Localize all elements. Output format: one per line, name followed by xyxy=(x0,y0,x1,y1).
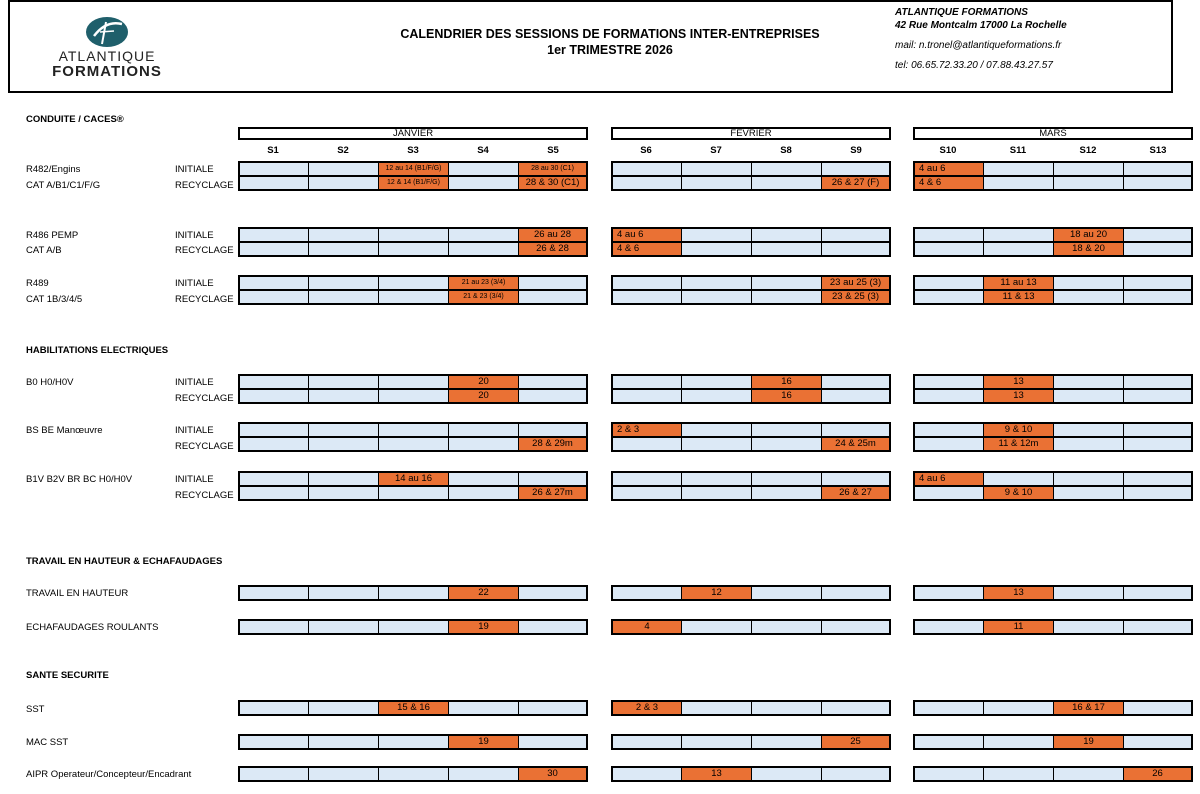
company-tel: tel: 06.65.72.33.20 / 07.88.43.27.57 xyxy=(895,60,1053,71)
label-r482-cat: CAT A/B1/C1/F/G xyxy=(26,180,101,191)
session-cell-r489_ini-s8 xyxy=(751,275,821,291)
session-cell-bsbe_ini-s8 xyxy=(751,422,821,438)
session-cell-macsst-s1 xyxy=(238,734,308,750)
session-cell-echaf-s10 xyxy=(913,619,983,635)
logo-text-top: ATLANTIQUE xyxy=(58,48,156,64)
type-r489-rec: RECYCLAGE xyxy=(175,294,234,305)
session-cell-aipr-s6 xyxy=(611,766,681,782)
session-cell-r486_rec-s9 xyxy=(821,242,891,257)
session-cell-echaf-s1 xyxy=(238,619,308,635)
session-cell-bsbe_ini-s5 xyxy=(518,422,588,438)
session-cell-r482_ini-s4 xyxy=(448,161,518,177)
session-cell-b0_ini-s3 xyxy=(378,374,448,390)
session-cell-b0_rec-s8: 16 xyxy=(751,389,821,404)
type-r486-rec: RECYCLAGE xyxy=(175,245,234,256)
session-cell-b1v_rec-s9: 26 & 27 xyxy=(821,486,891,501)
session-cell-b1v_ini-s12 xyxy=(1053,471,1123,487)
session-cell-th-s8 xyxy=(751,585,821,601)
session-cell-b0_rec-s6 xyxy=(611,389,681,404)
session-cell-r482_rec-s5: 28 & 30 (C1) xyxy=(518,176,588,191)
session-cell-macsst-s8 xyxy=(751,734,821,750)
session-cell-r482_rec-s2 xyxy=(308,176,378,191)
session-cell-b1v_ini-s7 xyxy=(681,471,751,487)
title-line-2: 1er TRIMESTRE 2026 xyxy=(547,43,673,57)
session-cell-r489_rec-s1 xyxy=(238,290,308,305)
session-cell-b1v_rec-s3 xyxy=(378,486,448,501)
session-cell-r489_rec-s12 xyxy=(1053,290,1123,305)
session-cell-aipr-s12 xyxy=(1053,766,1123,782)
session-cell-r486_ini-s3 xyxy=(378,227,448,243)
session-cell-bsbe_rec-s9: 24 & 25m xyxy=(821,437,891,452)
session-cell-bsbe_ini-s2 xyxy=(308,422,378,438)
logo-mark-icon xyxy=(84,16,130,48)
company-mail: mail: n.tronel@atlantiqueformations.fr xyxy=(895,40,1062,51)
session-cell-b1v_rec-s2 xyxy=(308,486,378,501)
session-cell-r489_rec-s5 xyxy=(518,290,588,305)
session-cell-r489_rec-s8 xyxy=(751,290,821,305)
session-cell-r482_rec-s6 xyxy=(611,176,681,191)
session-cell-r482_rec-s4 xyxy=(448,176,518,191)
session-cell-aipr-s4 xyxy=(448,766,518,782)
session-cell-b0_rec-s2 xyxy=(308,389,378,404)
session-cell-bsbe_ini-s12 xyxy=(1053,422,1123,438)
session-cell-bsbe_ini-s1 xyxy=(238,422,308,438)
session-cell-r486_rec-s13 xyxy=(1123,242,1193,257)
session-cell-r482_rec-s10: 4 & 6 xyxy=(913,176,983,191)
session-cell-th-s7: 12 xyxy=(681,585,751,601)
session-cell-aipr-s1 xyxy=(238,766,308,782)
week-header-s2: S2 xyxy=(337,145,349,156)
session-cell-macsst-s11 xyxy=(983,734,1053,750)
session-cell-r482_ini-s10: 4 au 6 xyxy=(913,161,983,177)
session-cell-bsbe_rec-s8 xyxy=(751,437,821,452)
session-cell-th-s9 xyxy=(821,585,891,601)
session-cell-b0_rec-s1 xyxy=(238,389,308,404)
session-cell-echaf-s5 xyxy=(518,619,588,635)
type-r489-ini: INITIALE xyxy=(175,278,214,289)
label-b1v: B1V B2V BR BC H0/H0V xyxy=(26,474,133,485)
session-cell-b0_ini-s8: 16 xyxy=(751,374,821,390)
session-cell-r489_rec-s13 xyxy=(1123,290,1193,305)
page-title xyxy=(310,26,910,58)
session-cell-b0_rec-s10 xyxy=(913,389,983,404)
label-r486-cat: CAT A/B xyxy=(26,245,62,256)
session-cell-bsbe_ini-s7 xyxy=(681,422,751,438)
week-header-s12: S12 xyxy=(1079,145,1097,156)
session-cell-bsbe_ini-s11: 9 & 10 xyxy=(983,422,1053,438)
session-cell-b0_ini-s6 xyxy=(611,374,681,390)
session-cell-b0_ini-s7 xyxy=(681,374,751,390)
session-cell-r482_rec-s9: 26 & 27 (F) xyxy=(821,176,891,191)
title-line-1: CALENDRIER DES SESSIONS DE FORMATIONS INTER-ENTREPRISES xyxy=(400,27,820,41)
session-cell-macsst-s6 xyxy=(611,734,681,750)
session-cell-b1v_rec-s12 xyxy=(1053,486,1123,501)
session-cell-r486_rec-s12: 18 & 20 xyxy=(1053,242,1123,257)
session-cell-sst-s11 xyxy=(983,700,1053,716)
session-cell-r486_rec-s5: 26 & 28 xyxy=(518,242,588,257)
session-cell-r486_rec-s11 xyxy=(983,242,1053,257)
session-cell-bsbe_ini-s9 xyxy=(821,422,891,438)
session-cell-r489_rec-s7 xyxy=(681,290,751,305)
session-cell-r489_ini-s10 xyxy=(913,275,983,291)
session-cell-sst-s6: 2 & 3 xyxy=(611,700,681,716)
session-cell-r486_ini-s5: 26 au 28 xyxy=(518,227,588,243)
session-cell-r486_rec-s1 xyxy=(238,242,308,257)
session-cell-r486_ini-s13 xyxy=(1123,227,1193,243)
week-header-s5: S5 xyxy=(547,145,559,156)
session-cell-b1v_ini-s8 xyxy=(751,471,821,487)
session-cell-macsst-s2 xyxy=(308,734,378,750)
session-cell-r482_rec-s8 xyxy=(751,176,821,191)
session-cell-bsbe_ini-s13 xyxy=(1123,422,1193,438)
label-aipr: AIPR Operateur/Concepteur/Encadrant xyxy=(26,769,192,780)
session-cell-sst-s4 xyxy=(448,700,518,716)
session-cell-r489_ini-s7 xyxy=(681,275,751,291)
session-cell-r489_ini-s11: 11 au 13 xyxy=(983,275,1053,291)
type-b0-rec: RECYCLAGE xyxy=(175,393,234,404)
session-cell-b1v_ini-s11 xyxy=(983,471,1053,487)
type-bsbe-ini: INITIALE xyxy=(175,425,214,436)
month-header-2: MARS xyxy=(913,127,1193,140)
session-cell-sst-s9 xyxy=(821,700,891,716)
session-cell-echaf-s8 xyxy=(751,619,821,635)
session-cell-r489_rec-s10 xyxy=(913,290,983,305)
session-cell-aipr-s8 xyxy=(751,766,821,782)
session-cell-b0_ini-s4: 20 xyxy=(448,374,518,390)
session-cell-echaf-s11: 11 xyxy=(983,619,1053,635)
session-cell-b0_ini-s10 xyxy=(913,374,983,390)
session-cell-b1v_rec-s5: 26 & 27m xyxy=(518,486,588,501)
label-bsbe: BS BE Manœuvre xyxy=(26,425,103,436)
session-cell-r486_ini-s4 xyxy=(448,227,518,243)
session-cell-b0_rec-s9 xyxy=(821,389,891,404)
week-header-s1: S1 xyxy=(267,145,279,156)
session-cell-r486_ini-s7 xyxy=(681,227,751,243)
week-header-s3: S3 xyxy=(407,145,419,156)
session-cell-r486_rec-s7 xyxy=(681,242,751,257)
session-cell-b0_rec-s11: 13 xyxy=(983,389,1053,404)
week-header-s6: S6 xyxy=(640,145,652,156)
session-cell-r482_ini-s7 xyxy=(681,161,751,177)
session-cell-th-s11: 13 xyxy=(983,585,1053,601)
company-address: 42 Rue Montcalm 17000 La Rochelle xyxy=(895,20,1067,31)
session-cell-th-s1 xyxy=(238,585,308,601)
session-cell-b0_ini-s1 xyxy=(238,374,308,390)
session-cell-sst-s3: 15 & 16 xyxy=(378,700,448,716)
session-cell-r482_ini-s12 xyxy=(1053,161,1123,177)
session-cell-th-s3 xyxy=(378,585,448,601)
label-r489: R489 xyxy=(26,278,49,289)
session-cell-r489_ini-s6 xyxy=(611,275,681,291)
session-cell-r489_rec-s2 xyxy=(308,290,378,305)
session-cell-macsst-s13 xyxy=(1123,734,1193,750)
type-r482-ini: INITIALE xyxy=(175,164,214,175)
session-cell-r489_ini-s3 xyxy=(378,275,448,291)
session-cell-bsbe_rec-s5: 28 & 29m xyxy=(518,437,588,452)
week-header-s11: S11 xyxy=(1009,145,1027,156)
session-cell-r482_ini-s6 xyxy=(611,161,681,177)
session-cell-echaf-s9 xyxy=(821,619,891,635)
session-cell-bsbe_rec-s1 xyxy=(238,437,308,452)
session-cell-r489_ini-s5 xyxy=(518,275,588,291)
session-cell-bsbe_rec-s3 xyxy=(378,437,448,452)
session-cell-sst-s10 xyxy=(913,700,983,716)
session-cell-macsst-s10 xyxy=(913,734,983,750)
session-cell-r486_ini-s6: 4 au 6 xyxy=(611,227,681,243)
company-name: ATLANTIQUE FORMATIONS xyxy=(895,7,1028,18)
type-r486-ini: INITIALE xyxy=(175,230,214,241)
type-b1v-ini: INITIALE xyxy=(175,474,214,485)
session-cell-bsbe_rec-s4 xyxy=(448,437,518,452)
session-cell-r486_ini-s2 xyxy=(308,227,378,243)
session-cell-b0_ini-s12 xyxy=(1053,374,1123,390)
session-cell-sst-s5 xyxy=(518,700,588,716)
session-cell-r489_ini-s4: 21 au 23 (3/4) xyxy=(448,275,518,291)
session-cell-r482_ini-s9 xyxy=(821,161,891,177)
session-cell-bsbe_rec-s6 xyxy=(611,437,681,452)
session-cell-b0_rec-s5 xyxy=(518,389,588,404)
section-title-hauteur: TRAVAIL EN HAUTEUR & ECHAFAUDAGES xyxy=(26,556,223,567)
session-cell-r486_rec-s2 xyxy=(308,242,378,257)
session-cell-b0_rec-s13 xyxy=(1123,389,1193,404)
session-cell-r482_ini-s1 xyxy=(238,161,308,177)
section-title-habilitations: HABILITATIONS ELECTRIQUES xyxy=(26,345,169,356)
session-cell-macsst-s4: 19 xyxy=(448,734,518,750)
session-cell-r486_ini-s1 xyxy=(238,227,308,243)
session-cell-r489_ini-s2 xyxy=(308,275,378,291)
type-b1v-rec: RECYCLAGE xyxy=(175,490,234,501)
session-cell-b0_rec-s3 xyxy=(378,389,448,404)
session-cell-r482_ini-s3: 12 au 14 (B1/F/G) xyxy=(378,161,448,177)
session-cell-b0_rec-s7 xyxy=(681,389,751,404)
label-th: TRAVAIL EN HAUTEUR xyxy=(26,588,129,599)
session-cell-bsbe_rec-s13 xyxy=(1123,437,1193,452)
session-cell-r489_rec-s4: 21 & 23 (3/4) xyxy=(448,290,518,305)
session-cell-macsst-s5 xyxy=(518,734,588,750)
session-cell-sst-s2 xyxy=(308,700,378,716)
session-cell-aipr-s5: 30 xyxy=(518,766,588,782)
session-cell-r482_rec-s7 xyxy=(681,176,751,191)
session-cell-aipr-s9 xyxy=(821,766,891,782)
contact-block xyxy=(895,6,1135,72)
session-cell-r489_rec-s6 xyxy=(611,290,681,305)
session-cell-th-s13 xyxy=(1123,585,1193,601)
session-cell-r486_rec-s3 xyxy=(378,242,448,257)
session-cell-b1v_ini-s10: 4 au 6 xyxy=(913,471,983,487)
session-cell-r482_rec-s3: 12 & 14 (B1/F/G) xyxy=(378,176,448,191)
session-cell-r482_ini-s13 xyxy=(1123,161,1193,177)
label-r489-cat: CAT 1B/3/4/5 xyxy=(26,294,83,305)
session-cell-macsst-s9: 25 xyxy=(821,734,891,750)
session-cell-r486_rec-s4 xyxy=(448,242,518,257)
session-cell-r482_rec-s11 xyxy=(983,176,1053,191)
session-cell-r489_ini-s13 xyxy=(1123,275,1193,291)
session-cell-r482_rec-s1 xyxy=(238,176,308,191)
session-cell-b0_rec-s4: 20 xyxy=(448,389,518,404)
month-header-1: FEVRIER xyxy=(611,127,891,140)
session-cell-bsbe_ini-s4 xyxy=(448,422,518,438)
session-cell-r486_rec-s6: 4 & 6 xyxy=(611,242,681,257)
session-cell-r489_ini-s1 xyxy=(238,275,308,291)
session-cell-bsbe_ini-s6: 2 & 3 xyxy=(611,422,681,438)
session-cell-echaf-s12 xyxy=(1053,619,1123,635)
session-cell-echaf-s6: 4 xyxy=(611,619,681,635)
type-r482-rec: RECYCLAGE xyxy=(175,180,234,191)
session-cell-b1v_ini-s2 xyxy=(308,471,378,487)
week-header-s13: S13 xyxy=(1149,145,1167,156)
session-cell-th-s6 xyxy=(611,585,681,601)
session-cell-echaf-s4: 19 xyxy=(448,619,518,635)
session-cell-macsst-s3 xyxy=(378,734,448,750)
logo-text-bottom: FORMATIONS xyxy=(52,63,162,80)
session-cell-r486_rec-s8 xyxy=(751,242,821,257)
session-cell-b1v_ini-s4 xyxy=(448,471,518,487)
session-cell-r486_ini-s10 xyxy=(913,227,983,243)
session-cell-r482_ini-s8 xyxy=(751,161,821,177)
week-header-s7: S7 xyxy=(710,145,722,156)
session-cell-bsbe_rec-s2 xyxy=(308,437,378,452)
session-cell-bsbe_rec-s10 xyxy=(913,437,983,452)
session-cell-b1v_rec-s1 xyxy=(238,486,308,501)
session-cell-th-s2 xyxy=(308,585,378,601)
session-cell-b1v_ini-s5 xyxy=(518,471,588,487)
session-cell-bsbe_ini-s10 xyxy=(913,422,983,438)
label-macsst: MAC SST xyxy=(26,737,69,748)
label-echaf: ECHAFAUDAGES ROULANTS xyxy=(26,622,159,633)
session-cell-r486_ini-s12: 18 au 20 xyxy=(1053,227,1123,243)
session-cell-th-s10 xyxy=(913,585,983,601)
session-cell-b1v_rec-s7 xyxy=(681,486,751,501)
session-cell-r486_ini-s8 xyxy=(751,227,821,243)
label-b0: B0 H0/H0V xyxy=(26,377,74,388)
label-r486: R486 PEMP xyxy=(26,230,79,241)
header-box xyxy=(8,0,1173,93)
session-cell-r486_ini-s11 xyxy=(983,227,1053,243)
session-cell-th-s5 xyxy=(518,585,588,601)
session-cell-b1v_rec-s4 xyxy=(448,486,518,501)
session-cell-r482_ini-s2 xyxy=(308,161,378,177)
week-header-s4: S4 xyxy=(477,145,489,156)
session-cell-aipr-s11 xyxy=(983,766,1053,782)
session-cell-sst-s1 xyxy=(238,700,308,716)
session-cell-b1v_rec-s11: 9 & 10 xyxy=(983,486,1053,501)
session-cell-b0_rec-s12 xyxy=(1053,389,1123,404)
session-cell-r489_rec-s9: 23 & 25 (3) xyxy=(821,290,891,305)
session-cell-b1v_ini-s13 xyxy=(1123,471,1193,487)
session-cell-sst-s8 xyxy=(751,700,821,716)
session-cell-aipr-s2 xyxy=(308,766,378,782)
session-cell-b1v_ini-s3: 14 au 16 xyxy=(378,471,448,487)
section-title-sante: SANTE SECURITE xyxy=(26,670,109,681)
session-cell-th-s12 xyxy=(1053,585,1123,601)
session-cell-b1v_rec-s8 xyxy=(751,486,821,501)
session-cell-macsst-s12: 19 xyxy=(1053,734,1123,750)
session-cell-sst-s7 xyxy=(681,700,751,716)
session-cell-r489_ini-s9: 23 au 25 (3) xyxy=(821,275,891,291)
session-cell-b1v_rec-s10 xyxy=(913,486,983,501)
session-cell-r482_ini-s11 xyxy=(983,161,1053,177)
session-cell-r486_rec-s10 xyxy=(913,242,983,257)
session-cell-echaf-s2 xyxy=(308,619,378,635)
session-cell-macsst-s7 xyxy=(681,734,751,750)
week-header-s8: S8 xyxy=(780,145,792,156)
label-sst: SST xyxy=(26,704,45,715)
session-cell-th-s4: 22 xyxy=(448,585,518,601)
session-cell-sst-s13 xyxy=(1123,700,1193,716)
session-cell-aipr-s13: 26 xyxy=(1123,766,1193,782)
session-cell-echaf-s13 xyxy=(1123,619,1193,635)
session-cell-r482_ini-s5: 28 au 30 (C1) xyxy=(518,161,588,177)
session-cell-echaf-s3 xyxy=(378,619,448,635)
month-header-0: JANVIER xyxy=(238,127,588,140)
type-b0-ini: INITIALE xyxy=(175,377,214,388)
week-header-s9: S9 xyxy=(850,145,862,156)
session-cell-b1v_rec-s13 xyxy=(1123,486,1193,501)
session-cell-aipr-s3 xyxy=(378,766,448,782)
session-cell-r482_rec-s12 xyxy=(1053,176,1123,191)
session-cell-echaf-s7 xyxy=(681,619,751,635)
session-cell-b0_ini-s2 xyxy=(308,374,378,390)
session-cell-b1v_ini-s6 xyxy=(611,471,681,487)
session-cell-sst-s12: 16 & 17 xyxy=(1053,700,1123,716)
company-logo xyxy=(52,16,162,86)
session-cell-r489_rec-s11: 11 & 13 xyxy=(983,290,1053,305)
session-cell-r486_ini-s9 xyxy=(821,227,891,243)
session-cell-r482_rec-s13 xyxy=(1123,176,1193,191)
session-cell-r489_ini-s12 xyxy=(1053,275,1123,291)
session-cell-b1v_ini-s9 xyxy=(821,471,891,487)
session-cell-bsbe_rec-s7 xyxy=(681,437,751,452)
session-cell-r489_rec-s3 xyxy=(378,290,448,305)
session-cell-b1v_rec-s6 xyxy=(611,486,681,501)
session-cell-bsbe_rec-s11: 11 & 12m xyxy=(983,437,1053,452)
session-cell-bsbe_rec-s12 xyxy=(1053,437,1123,452)
type-bsbe-rec: RECYCLAGE xyxy=(175,441,234,452)
session-cell-b1v_ini-s1 xyxy=(238,471,308,487)
session-cell-b0_ini-s9 xyxy=(821,374,891,390)
week-header-s10: S10 xyxy=(939,145,957,156)
session-cell-b0_ini-s11: 13 xyxy=(983,374,1053,390)
label-r482: R482/Engins xyxy=(26,164,81,175)
session-cell-b0_ini-s13 xyxy=(1123,374,1193,390)
session-cell-aipr-s7: 13 xyxy=(681,766,751,782)
session-cell-b0_ini-s5 xyxy=(518,374,588,390)
section-title-conduite: CONDUITE / CACES® xyxy=(26,114,124,125)
session-cell-bsbe_ini-s3 xyxy=(378,422,448,438)
session-cell-aipr-s10 xyxy=(913,766,983,782)
